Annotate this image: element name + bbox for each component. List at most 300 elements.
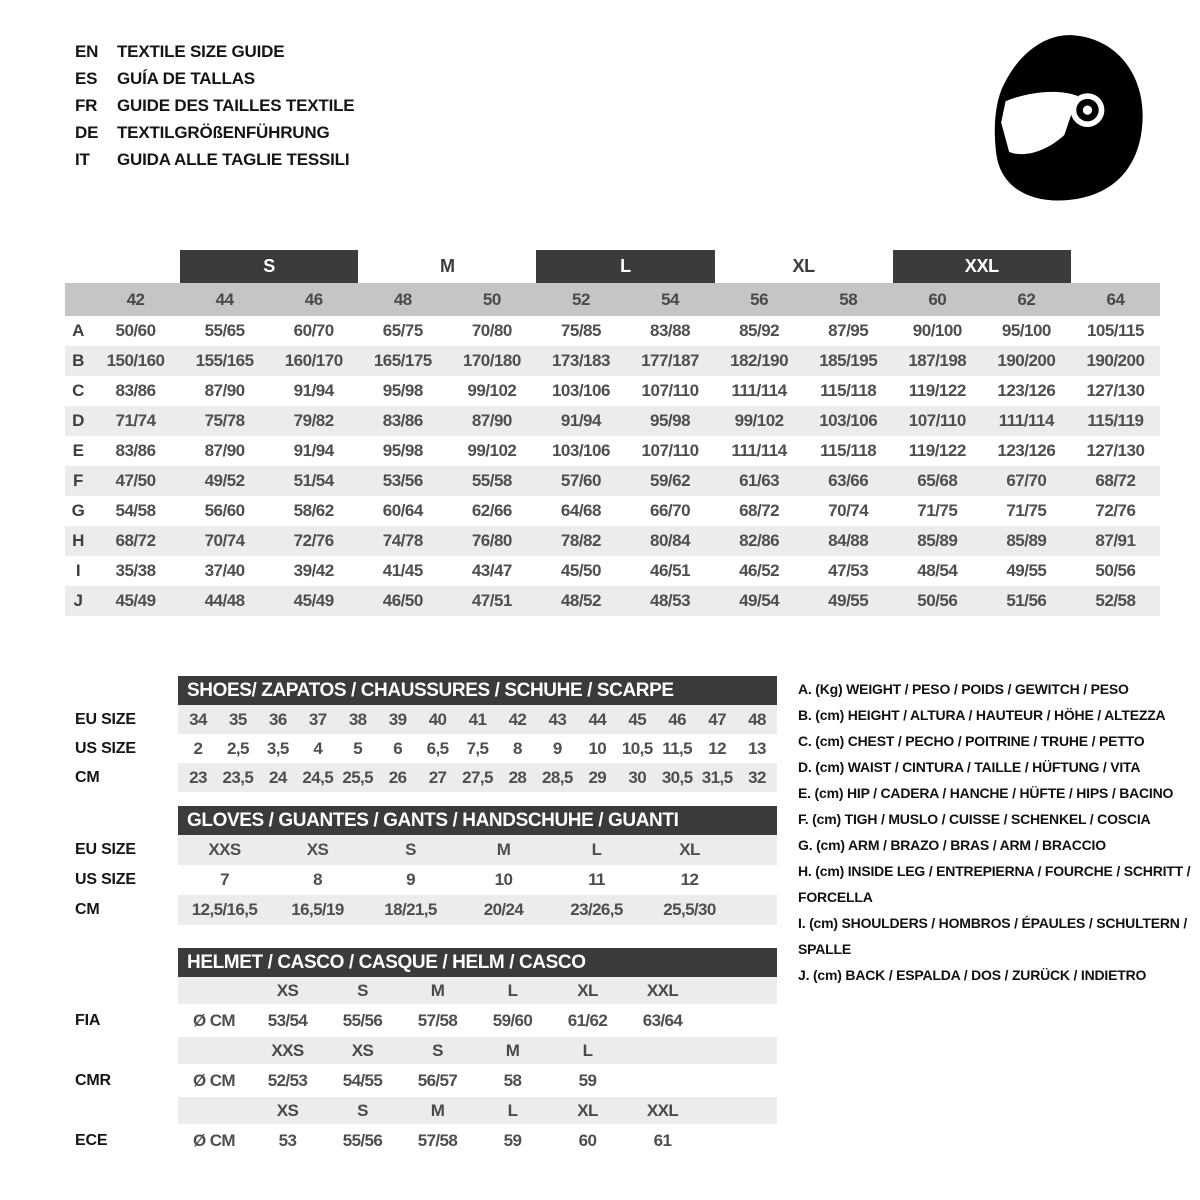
language-label: GUIDA ALLE TAGLIE TESSILI <box>117 150 350 169</box>
helmet-value-cell: 54/55 <box>342 1071 383 1090</box>
size-cell: 72/76 <box>293 531 334 550</box>
language-code: EN <box>75 42 99 61</box>
legend-item: C. (cm) CHEST / PECHO / POITRINE / TRUHE / PETTO <box>798 733 1145 749</box>
helmet-size-cell: S <box>432 1041 443 1060</box>
numeric-size: 64 <box>1106 290 1125 309</box>
size-cell: 65/75 <box>382 321 423 340</box>
shoes-row <box>65 705 777 734</box>
helmet-size-row <box>65 1097 777 1124</box>
size-cell: 71/75 <box>1006 501 1047 520</box>
helmet-size-row <box>65 1037 777 1064</box>
size-cell: 50/56 <box>1095 561 1136 580</box>
size-cell: 185/195 <box>819 351 878 370</box>
helmet-value-row <box>65 1124 777 1157</box>
row-letter: G <box>71 501 85 520</box>
size-cell: 165/175 <box>373 351 432 370</box>
shoes-size-cell: 24,5 <box>302 768 334 787</box>
gloves-size-cell: 11 <box>588 870 605 889</box>
helmet-value-row <box>65 1004 777 1037</box>
shoes-size-cell: 5 <box>353 739 363 758</box>
shoes-size-cell: 26 <box>388 768 407 787</box>
shoes-size-cell: 25,5 <box>342 768 374 787</box>
measurement-rows <box>65 316 1160 616</box>
size-cell: 70/74 <box>204 531 245 550</box>
shoes-size-cell: 44 <box>588 710 607 729</box>
size-cell: 87/90 <box>204 381 245 400</box>
size-cell: 47/51 <box>471 591 512 610</box>
size-cell: 47/50 <box>115 471 156 490</box>
size-cell: 95/98 <box>382 441 423 460</box>
size-cell: 37/40 <box>204 561 245 580</box>
standard-label: FIA <box>75 1012 101 1029</box>
helmet-size-cell: L <box>582 1041 593 1060</box>
shoes-size-cell: 27,5 <box>462 768 493 787</box>
size-cell: 99/102 <box>467 381 517 400</box>
size-cell: 48/54 <box>917 561 958 580</box>
size-cell: 55/65 <box>204 321 245 340</box>
size-cell: 107/110 <box>908 411 966 430</box>
size-cell: 51/54 <box>293 471 334 490</box>
helmet-value-cell: 59/60 <box>492 1011 533 1030</box>
helmet-size-cell: XXS <box>271 1041 304 1060</box>
size-cell: 50/60 <box>115 321 156 340</box>
size-cell: 49/54 <box>739 591 780 610</box>
gloves-row <box>65 895 777 925</box>
size-cell: 46/52 <box>739 561 780 580</box>
numeric-size: 56 <box>750 290 769 309</box>
shoes-size-cell: 36 <box>268 710 287 729</box>
language-code: ES <box>75 69 98 88</box>
legend-item: B. (cm) HEIGHT / ALTURA / HAUTEUR / HÖHE / ALTEZZA <box>798 707 1166 723</box>
shoes-size-cell: 11,5 <box>662 739 693 758</box>
size-cell: 190/200 <box>997 351 1056 370</box>
size-cell: 74/78 <box>382 531 423 550</box>
gloves-size-cell: 20/24 <box>483 900 524 919</box>
size-cell: 127/130 <box>1086 381 1145 400</box>
language-code: FR <box>75 96 98 115</box>
numeric-size-row <box>65 283 1160 316</box>
shoes-size-cell: 6 <box>393 739 403 758</box>
helmet-value-cell: 53/54 <box>267 1011 308 1030</box>
shoes-size-cell: 30,5 <box>661 768 693 787</box>
row-letter: B <box>72 351 84 370</box>
language-row <box>75 146 354 173</box>
legend-item: H. (cm) INSIDE LEG / ENTREPIERNA / FOURCHE / SCHRITT / FORCELLA <box>798 863 1191 905</box>
standard-label: ECE <box>75 1132 108 1149</box>
legend-item: G. (cm) ARM / BRAZO / BRAS / ARM / BRACCIO <box>798 837 1106 853</box>
helmet-value-cell: 59 <box>503 1131 522 1150</box>
legend-item: I. (cm) SHOULDERS / HOMBROS / ÉPAULES / SCHULTERN / SPALLE <box>798 915 1188 957</box>
helmet-size-cell: S <box>357 981 368 1000</box>
measurement-row <box>65 496 1160 526</box>
numeric-size: 54 <box>661 290 679 309</box>
measurement-legend <box>798 676 1198 988</box>
numeric-size: 44 <box>215 290 234 309</box>
helmet-size-cell: XL <box>577 981 598 1000</box>
size-cell: 51/56 <box>1006 591 1047 610</box>
language-row <box>75 119 354 146</box>
numeric-size: 42 <box>126 290 145 309</box>
gloves-size-cell: XXS <box>208 840 241 859</box>
size-cell: 59/62 <box>650 471 691 490</box>
size-cell: 71/75 <box>917 501 958 520</box>
helmet-value-cell: 53 <box>278 1131 297 1150</box>
size-cell: 90/100 <box>912 321 962 340</box>
shoes-size-cell: 2,5 <box>226 739 249 758</box>
gloves-size-cell: XS <box>306 840 329 859</box>
gloves-size-cell: 10 <box>494 870 513 889</box>
helmet-size-cell: L <box>507 981 518 1000</box>
helmet-size-cell <box>625 1037 700 1064</box>
legend-item: D. (cm) WAIST / CINTURA / TAILLE / HÜFTUNG / VITA <box>798 759 1141 775</box>
gloves-row <box>65 865 777 895</box>
unit-spacer <box>178 1097 250 1124</box>
row-letter: F <box>73 471 83 490</box>
helmet-size-cell: XS <box>276 981 299 1000</box>
size-cell: 49/55 <box>828 591 869 610</box>
size-cell: 57/60 <box>560 471 601 490</box>
helmet-size-cell: M <box>430 1101 445 1120</box>
shoes-rows <box>65 705 777 792</box>
size-cell: 49/55 <box>1006 561 1047 580</box>
measurement-row <box>65 346 1160 376</box>
gloves-size-cell: 7 <box>220 870 229 889</box>
size-cell: 46/50 <box>382 591 423 610</box>
size-group-label: XL <box>792 256 815 276</box>
row-letter: I <box>75 561 81 580</box>
helmet-size-cell: XXL <box>646 1101 679 1120</box>
shoes-size-cell: 7,5 <box>466 739 489 758</box>
helmet-value-cell: 55/56 <box>342 1131 383 1150</box>
row-label: US SIZE <box>75 740 136 757</box>
size-cell: 65/68 <box>917 471 958 490</box>
shoes-section-header: SHOES/ ZAPATOS / CHAUSSURES / SCHUHE / SCARPE <box>178 676 777 705</box>
size-cell: 83/86 <box>115 441 156 460</box>
textile-size-table <box>65 250 1160 616</box>
legend-item: J. (cm) BACK / ESPALDA / DOS / ZURÜCK / INDIETRO <box>798 967 1147 983</box>
size-cell: 41/45 <box>382 561 423 580</box>
language-row <box>75 65 354 92</box>
helmet-value-cell: 63/64 <box>642 1011 683 1030</box>
gloves-size-cell: S <box>405 840 416 859</box>
helmet-value-cell: 61 <box>653 1131 672 1150</box>
size-cell: 68/72 <box>739 501 780 520</box>
size-cell: 71/74 <box>115 411 156 430</box>
shoes-size-cell: 23 <box>189 768 207 787</box>
size-cell: 79/82 <box>293 411 334 430</box>
helmet-size-cell: S <box>357 1101 368 1120</box>
measurement-row <box>65 526 1160 556</box>
shoes-size-cell: 43 <box>548 710 567 729</box>
row-label: EU SIZE <box>75 711 136 728</box>
shoes-size-cell: 27 <box>428 768 447 787</box>
shoes-size-cell: 4 <box>313 739 323 758</box>
size-cell: 123/126 <box>997 381 1056 400</box>
size-cell: 91/94 <box>293 441 334 460</box>
numeric-size: 46 <box>304 290 323 309</box>
size-cell: 44/48 <box>204 591 245 610</box>
size-cell: 115/118 <box>820 381 877 400</box>
helmet-size-cell: XS <box>276 1101 299 1120</box>
size-cell: 111/114 <box>998 411 1054 430</box>
shoes-size-cell: 39 <box>388 710 407 729</box>
shoes-size-cell: 34 <box>189 710 207 729</box>
helmet-section-header: HELMET / CASCO / CASQUE / HELM / CASCO <box>178 948 777 977</box>
helmet-value-cell: 60 <box>578 1131 597 1150</box>
size-cell: 48/52 <box>560 591 601 610</box>
size-cell: 95/100 <box>1001 321 1051 340</box>
shoes-size-cell: 42 <box>508 710 527 729</box>
size-cell: 60/70 <box>293 321 334 340</box>
row-letter: J <box>73 591 83 610</box>
legend-item: E. (cm) HIP / CADERA / HANCHE / HÜFTE / HIPS / BACINO <box>798 785 1174 801</box>
shoes-size-cell: 47 <box>708 710 726 729</box>
size-cell: 150/160 <box>106 351 165 370</box>
language-label: TEXTILE SIZE GUIDE <box>117 42 285 61</box>
gloves-section-header: GLOVES / GUANTES / GANTS / HANDSCHUHE / GUANTI <box>178 806 777 835</box>
row-letter: A <box>72 321 84 340</box>
size-cell: 103/106 <box>551 441 610 460</box>
size-cell: 111/114 <box>731 381 787 400</box>
unit-label: Ø CM <box>193 1131 235 1150</box>
row-label: EU SIZE <box>75 841 136 858</box>
shoes-size-cell: 28,5 <box>542 768 573 787</box>
size-cell: 173/183 <box>551 351 610 370</box>
shoes-size-cell: 9 <box>552 739 562 758</box>
gloves-size-cell: 12 <box>680 870 699 889</box>
size-cell: 87/90 <box>204 441 245 460</box>
helmet-size-row <box>65 977 777 1004</box>
size-cell: 45/50 <box>560 561 601 580</box>
shoes-size-cell: 41 <box>468 710 487 729</box>
shoes-size-cell: 29 <box>588 768 607 787</box>
unit-spacer <box>178 1037 250 1064</box>
size-cell: 119/122 <box>908 381 966 400</box>
row-letter: D <box>72 411 84 430</box>
size-cell: 107/110 <box>641 441 699 460</box>
row-label: US SIZE <box>75 871 136 888</box>
size-cell: 95/98 <box>650 411 691 430</box>
gloves-size-cell: 12,5/16,5 <box>191 900 258 919</box>
size-cell: 61/63 <box>739 471 780 490</box>
gloves-size-cell: 18/21,5 <box>384 900 437 919</box>
row-letter: C <box>72 381 84 400</box>
shoes-size-cell: 10 <box>588 739 607 758</box>
row-label-spacer <box>65 1037 178 1064</box>
size-cell: 60/64 <box>382 501 423 520</box>
helmet-value-cell: 57/58 <box>417 1011 458 1030</box>
shoes-size-cell: 3,5 <box>266 739 289 758</box>
measurement-row <box>65 466 1160 496</box>
size-cell: 76/80 <box>471 531 512 550</box>
size-cell: 64/68 <box>560 501 601 520</box>
helmet-rows <box>65 977 777 1157</box>
size-cell: 103/106 <box>551 381 610 400</box>
legend-item: A. (Kg) WEIGHT / PESO / POIDS / GEWITCH / PESO <box>798 681 1129 697</box>
helmet-value-row <box>65 1064 777 1097</box>
row-label: CM <box>75 901 100 918</box>
gloves-rows <box>65 835 777 925</box>
shoes-size-cell: 13 <box>748 739 766 758</box>
unit-spacer <box>178 977 250 1004</box>
helmet-size-cell: XL <box>577 1101 598 1120</box>
gloves-size-cell: 8 <box>313 870 322 889</box>
numeric-size: 58 <box>839 290 858 309</box>
racing-helmet-icon <box>978 30 1156 208</box>
size-cell: 103/106 <box>819 411 878 430</box>
size-cell: 190/200 <box>1086 351 1145 370</box>
shoes-size-cell: 35 <box>229 710 247 729</box>
measurement-row <box>65 436 1160 466</box>
measurement-row <box>65 406 1160 436</box>
size-cell: 95/98 <box>382 381 423 400</box>
shoes-size-cell: 31,5 <box>701 768 733 787</box>
size-cell: 54/58 <box>115 501 156 520</box>
unit-label: Ø CM <box>193 1011 235 1030</box>
size-cell: 49/52 <box>204 471 245 490</box>
size-cell: 160/170 <box>284 351 343 370</box>
size-cell: 82/86 <box>739 531 780 550</box>
row-label-spacer <box>65 1097 178 1124</box>
size-cell: 111/114 <box>731 441 787 460</box>
size-cell: 85/89 <box>1006 531 1047 550</box>
shoes-size-cell: 24 <box>268 768 287 787</box>
gloves-size-cell: M <box>496 840 511 859</box>
size-cell: 56/60 <box>204 501 245 520</box>
size-cell: 170/180 <box>462 351 521 370</box>
shoes-size-cell: 32 <box>748 768 766 787</box>
shoes-size-cell: 2 <box>193 739 203 758</box>
size-cell: 115/119 <box>1087 411 1144 430</box>
size-cell: 47/53 <box>828 561 869 580</box>
size-cell: 75/78 <box>204 411 245 430</box>
language-code: DE <box>75 123 99 142</box>
language-code: IT <box>75 150 90 169</box>
row-label: CM <box>75 769 100 786</box>
language-row <box>75 92 354 119</box>
gloves-size-cell: XL <box>679 840 700 859</box>
shoes-size-cell: 38 <box>348 710 367 729</box>
shoes-size-cell: 45 <box>628 710 647 729</box>
language-label: GUÍA DE TALLAS <box>117 69 255 88</box>
gloves-size-table <box>65 806 777 925</box>
size-cell: 99/102 <box>467 441 517 460</box>
size-cell: 84/88 <box>828 531 869 550</box>
helmet-value-cell: 58 <box>503 1071 522 1090</box>
size-cell: 68/72 <box>1095 471 1136 490</box>
gloves-size-cell: 23/26,5 <box>570 900 623 919</box>
standard-label: CMR <box>75 1072 111 1089</box>
measurement-row <box>65 316 1160 346</box>
helmet-value-cell: 61/62 <box>567 1011 608 1030</box>
measurement-row <box>65 376 1160 406</box>
gloves-size-cell: 9 <box>406 870 415 889</box>
size-cell: 87/95 <box>828 321 869 340</box>
size-cell: 39/42 <box>293 561 334 580</box>
shoes-size-cell: 23,5 <box>222 768 254 787</box>
shoes-size-cell: 40 <box>428 710 447 729</box>
size-cell: 67/70 <box>1006 471 1047 490</box>
row-label-spacer <box>65 977 178 1004</box>
size-cell: 70/74 <box>828 501 869 520</box>
shoes-row <box>65 734 777 763</box>
numeric-size: 60 <box>928 290 947 309</box>
helmet-size-cell: XS <box>351 1041 374 1060</box>
size-cell: 177/187 <box>641 351 700 370</box>
size-cell: 45/49 <box>115 591 156 610</box>
size-cell: 155/165 <box>195 351 254 370</box>
size-cell: 68/72 <box>115 531 156 550</box>
shoes-size-cell: 37 <box>308 710 327 729</box>
helmet-value-cell: 56/57 <box>417 1071 458 1090</box>
size-cell: 55/58 <box>471 471 512 490</box>
shoes-size-table <box>65 676 777 792</box>
size-cell: 53/56 <box>382 471 423 490</box>
helmet-size-cell: M <box>430 981 445 1000</box>
gloves-row <box>65 835 777 865</box>
helmet-value-cell: 59 <box>578 1071 597 1090</box>
numeric-size: 62 <box>1017 290 1036 309</box>
numeric-size: 50 <box>482 290 501 309</box>
shoes-size-cell: 28 <box>508 768 527 787</box>
size-cell: 63/66 <box>828 471 869 490</box>
language-label: GUIDE DES TAILLES TEXTILE <box>117 96 355 115</box>
size-cell: 83/86 <box>115 381 156 400</box>
measurement-row <box>65 586 1160 616</box>
size-cell: 35/38 <box>115 561 156 580</box>
helmet-size-cell: XXL <box>646 981 679 1000</box>
numeric-size: 52 <box>571 290 590 309</box>
size-cell: 105/115 <box>1086 321 1144 340</box>
size-cell: 115/118 <box>820 441 877 460</box>
size-cell: 87/90 <box>471 411 512 430</box>
shoes-size-cell: 10,5 <box>621 739 653 758</box>
measurement-row <box>65 556 1160 586</box>
size-cell: 182/190 <box>730 351 789 370</box>
size-cell: 91/94 <box>293 381 334 400</box>
size-cell: 85/89 <box>917 531 958 550</box>
size-cell: 75/85 <box>560 321 601 340</box>
size-cell: 48/53 <box>650 591 691 610</box>
row-letter: E <box>72 441 84 460</box>
size-cell: 58/62 <box>293 501 334 520</box>
helmet-size-table <box>65 948 777 1157</box>
size-group-label: L <box>536 250 714 283</box>
helmet-value-cell: 55/56 <box>342 1011 383 1030</box>
size-cell: 83/88 <box>650 321 691 340</box>
helmet-value-cell <box>625 1064 700 1097</box>
language-label: TEXTILGRÖßENFÜHRUNG <box>117 123 330 142</box>
size-cell: 70/80 <box>471 321 512 340</box>
size-cell: 87/91 <box>1095 531 1136 550</box>
size-cell: 66/70 <box>650 501 691 520</box>
shoes-size-cell: 46 <box>668 710 687 729</box>
size-cell: 62/66 <box>471 501 512 520</box>
shoes-size-cell: 12 <box>708 739 726 758</box>
size-cell: 80/84 <box>650 531 691 550</box>
language-row <box>75 38 354 65</box>
shoes-row <box>65 763 777 792</box>
language-list <box>75 38 354 173</box>
helmet-size-cell: L <box>507 1101 518 1120</box>
gloves-size-cell: 16,5/19 <box>291 900 344 919</box>
size-cell: 43/47 <box>471 561 512 580</box>
shoes-size-cell: 8 <box>512 739 522 758</box>
size-cell: 50/56 <box>917 591 958 610</box>
gloves-size-cell: 25,5/30 <box>663 900 716 919</box>
size-cell: 91/94 <box>560 411 601 430</box>
shoes-size-cell: 48 <box>748 710 766 729</box>
